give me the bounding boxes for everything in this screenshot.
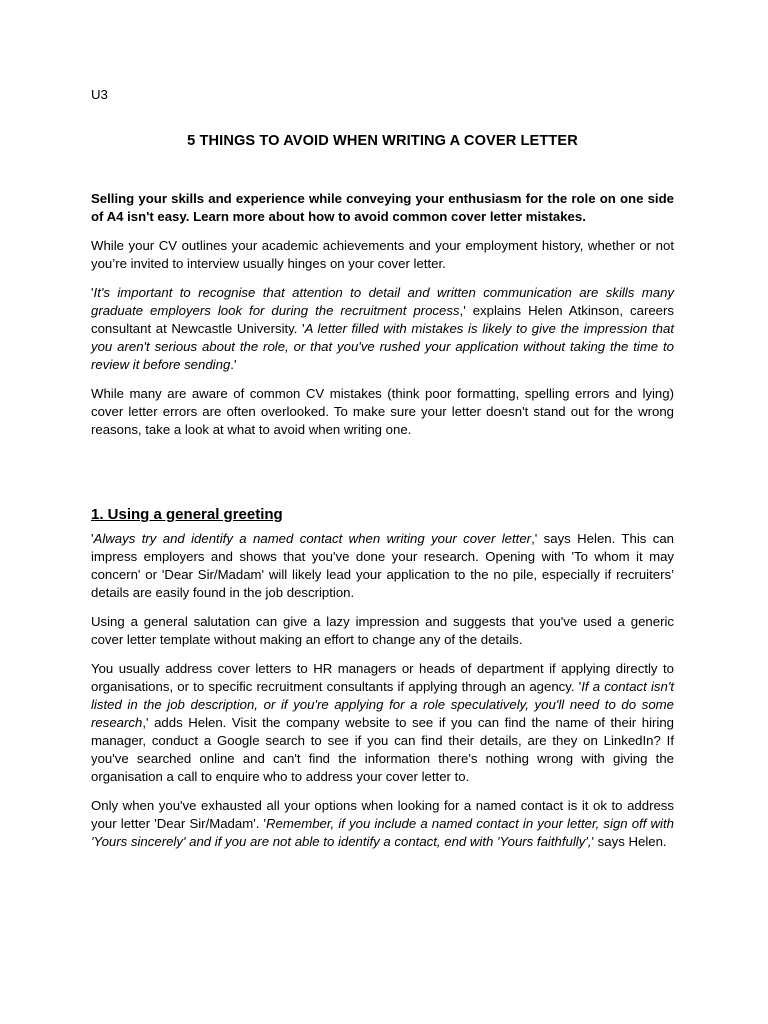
section1-paragraph-sign-off <box>91 797 674 851</box>
quote-sign-off: Remember, if you include a named contact in your letter, sign off with 'Yours sincerely' and if you are not able to identify a contact, end with 'Yours faithfully', <box>91 816 674 849</box>
section1-paragraph-research <box>91 660 674 786</box>
intro-paragraph-quote <box>91 284 674 374</box>
paragraph-text: Only when you've exhausted all your options when looking for a named contact is it ok to address your letter 'Dear Sir/Madam'. ' <box>91 798 674 831</box>
document-page <box>91 86 674 862</box>
intro-paragraph-cv: While your CV outlines your academic achievements and your employment history, whether or not you’re invited to interview usually hinges on your cover letter. <box>91 238 674 271</box>
quote-research: If a contact isn't listed in the job description, or if you're applying for a role speculatively, you'll need to do some research <box>91 679 674 730</box>
intro-paragraph-errors: While many are aware of common CV mistakes (think poor formatting, spelling errors and lying) cover letter errors are often overlooked. To make sure your letter doesn't stand out for the wrong reasons, take a look at what to avoid when writing one. <box>91 386 674 437</box>
quote-attention-to-detail: It's important to recognise that attention to detail and written communication are skills many graduate employers look for during the recruitment process <box>91 285 674 318</box>
paragraph-text: ,' says Helen. This can impress employers and shows that you've done your research. Opening with 'To whom it may concern' or 'Dear Sir/Madam' will likely lead your application to the no pile, especially if recruiters’ details are easily found in the job description. <box>91 531 674 600</box>
paragraph-text: You usually address cover letters to HR managers or heads of department if applying directly to organisations, or to specific recruitment consultants if applying through an agency. ' <box>91 661 674 694</box>
intro-lead-paragraph: Selling your skills and experience while conveying your enthusiasm for the role on one side of A4 isn't easy. Learn more about how to avoid common cover letter mistakes. <box>91 191 674 224</box>
quote-mistakes: A letter filled with mistakes is likely to give the impression that you aren't serious about the role, or that you've rushed your application without taking the time to review it before sending <box>91 321 674 372</box>
paragraph-text: ,' adds Helen. Visit the company website to see if you can find the name of their hiring manager, conduct a Google search to see if you can find their details, are they on LinkedIn? If you've searched online and can't find the information there's nothing wrong with giving the organisation a call to enquire who to address your cover letter to. <box>91 715 674 784</box>
quote-named-contact: Always try and identify a named contact when writing your cover letter <box>93 531 532 546</box>
unit-code: U3 <box>91 87 108 102</box>
section-heading-general-greeting: 1. Using a general greeting <box>91 506 283 523</box>
quote-mark: ' <box>91 285 94 300</box>
quote-attribution: ,' explains Helen Atkinson, careers consultant at Newcastle University. ' <box>91 303 674 336</box>
section1-paragraph-named-contact <box>91 530 674 602</box>
quote-close: .' <box>230 357 237 372</box>
document-title: 5 THINGS TO AVOID WHEN WRITING A COVER LETTER <box>187 133 578 149</box>
paragraph-text: ' says Helen. <box>591 834 667 849</box>
quote-mark: ' <box>91 531 94 546</box>
section1-paragraph-salutation: Using a general salutation can give a lazy impression and suggests that you've used a generic cover letter template without making an effort to change any of the details. <box>91 614 674 647</box>
